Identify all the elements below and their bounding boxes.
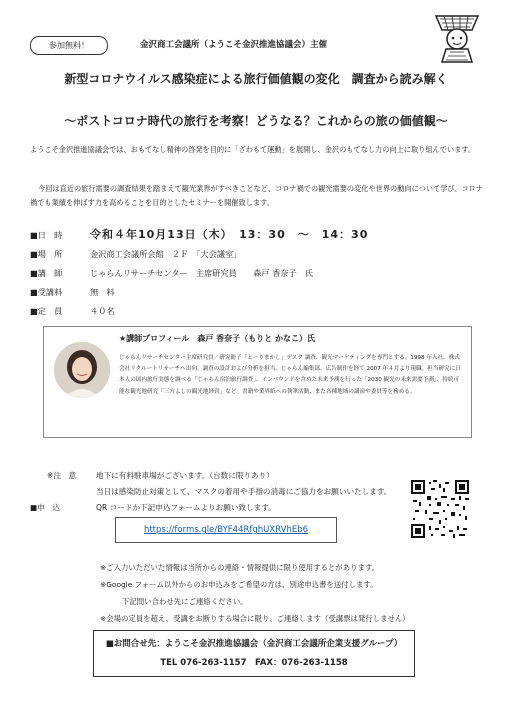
note-3: 下記問い合わせ先にご連絡ください。 <box>122 597 248 606</box>
notice-line-1: 地下に有料駐車場がございます。（台数に限りあり） <box>96 471 274 480</box>
free-participation-badge: 参加無料！ <box>30 36 108 55</box>
note-2: ※Google フォーム以外からのお申込みをご希望の方は、別途申込書を送付します。 <box>100 580 378 589</box>
detail-row-date <box>30 227 490 243</box>
detail-row-place <box>30 246 490 262</box>
notice-line-2: 当日は感染防止対策として、マスクの着用や手指の消毒にご協力をお願いいたします。 <box>96 487 392 496</box>
date-label: ■日 時 <box>30 230 63 240</box>
fee-value: 無 料 <box>90 287 115 297</box>
lecturer-profile-box <box>43 326 472 438</box>
notice-label: ※注 意 <box>47 471 77 480</box>
note-1: ※ご入力いただいた情報は当所からの連絡・情報提供に限り使用するとがあります。 <box>100 563 380 572</box>
capacity-label: ■定 員 <box>30 306 63 316</box>
event-title: 新型コロナウイルス感染症による旅行価値観の変化 調査から読み解く <box>64 72 448 86</box>
contact-box <box>93 630 415 677</box>
apply-label: ■申 込 <box>30 503 60 512</box>
apply-text: QR コードか下記申込フォームよりお願い致します。 <box>96 503 276 512</box>
event-subtitle: ～ポストコロナ時代の旅行を考察！どうなる？これからの旅の価値観～ <box>64 114 448 128</box>
intro-paragraph-1: ようこそ金沢推進協議会では、おもてなし精神の啓発を目的に「ざわもて運動」を展開し、金沢のもてなし力の向上に取り組んでいます。 <box>30 145 476 154</box>
mascot-illustration <box>428 8 486 66</box>
application-form-link[interactable]: https://forms.gle/BYF44RfghUXRVhEb6 <box>115 517 337 543</box>
detail-row-lecturer <box>30 265 490 281</box>
profile-text: じゃらんリサーチセンター主席研究員／研究冊子「とーりまかし」デスク 調査、観光マーケティングを専門とする。1998 年入社。株式会社リクルートリサーチへ出向。調査の設計および分析を担当。じゃらん編集部、広告制作を経て 2007 年４月より現職。担当研究に日本人の国内旅行実態を調べる「じゃらん宿泊旅行調査」、インバウンドを含めた未来予測を行った「2030 観光の未来需要予測」、持続可能な観光地研究「三方よしの観光地経営」など。書籍や業界紙への執筆活動、また各種地域の講演や委員等を務める。 <box>119 355 461 395</box>
place-value: 金沢商工会議所会館 ２Ｆ 「大会議室」 <box>90 249 242 259</box>
lecturer-portrait-icon <box>54 342 110 398</box>
capacity-value: ４０名 <box>90 306 115 316</box>
fee-label: ■受講料 <box>30 287 63 297</box>
lecturer-label: ■講 師 <box>30 268 63 278</box>
detail-row-capacity <box>30 303 490 319</box>
contact-phone-fax: TEL 076-263-1157 FAX：076-263-1158 <box>160 658 348 668</box>
detail-row-fee <box>30 284 490 300</box>
profile-title: ★講師プロフィール 森戸 香奈子（もりと かなこ）氏 <box>119 334 315 343</box>
contact-organization: ■お問合せ先：ようこそ金沢推進協議会（金沢商工会議所企業支援グループ） <box>105 639 403 649</box>
date-value: 令和４年10月13日（木） 13：30 ～ 14：30 <box>90 228 369 241</box>
intro-paragraph-2: 今回は直近の旅行需要の調査結果を踏まえて観光業界がすべきことなど、コロナ禍での観光需要の変化や世界の動向について学び、コロナ禍でも業績を伸ばす力を高めることを目的としたセミナーを開催致します。 <box>30 184 484 207</box>
lecturer-value: じゃらんリサーチセンター 主席研究員 森戸 香奈子 氏 <box>90 268 314 278</box>
place-label: ■場 所 <box>30 249 63 259</box>
note-4: ※会場の定員を超え、受講をお断りする場合に限り、ご連絡します（受講票は発行しません） <box>100 614 410 623</box>
organizer-text: 金沢商工会議所（ようこそ金沢推進協議会）主催 <box>140 40 328 50</box>
qr-code-icon[interactable] <box>411 480 469 538</box>
lecturer-photo <box>54 342 110 398</box>
